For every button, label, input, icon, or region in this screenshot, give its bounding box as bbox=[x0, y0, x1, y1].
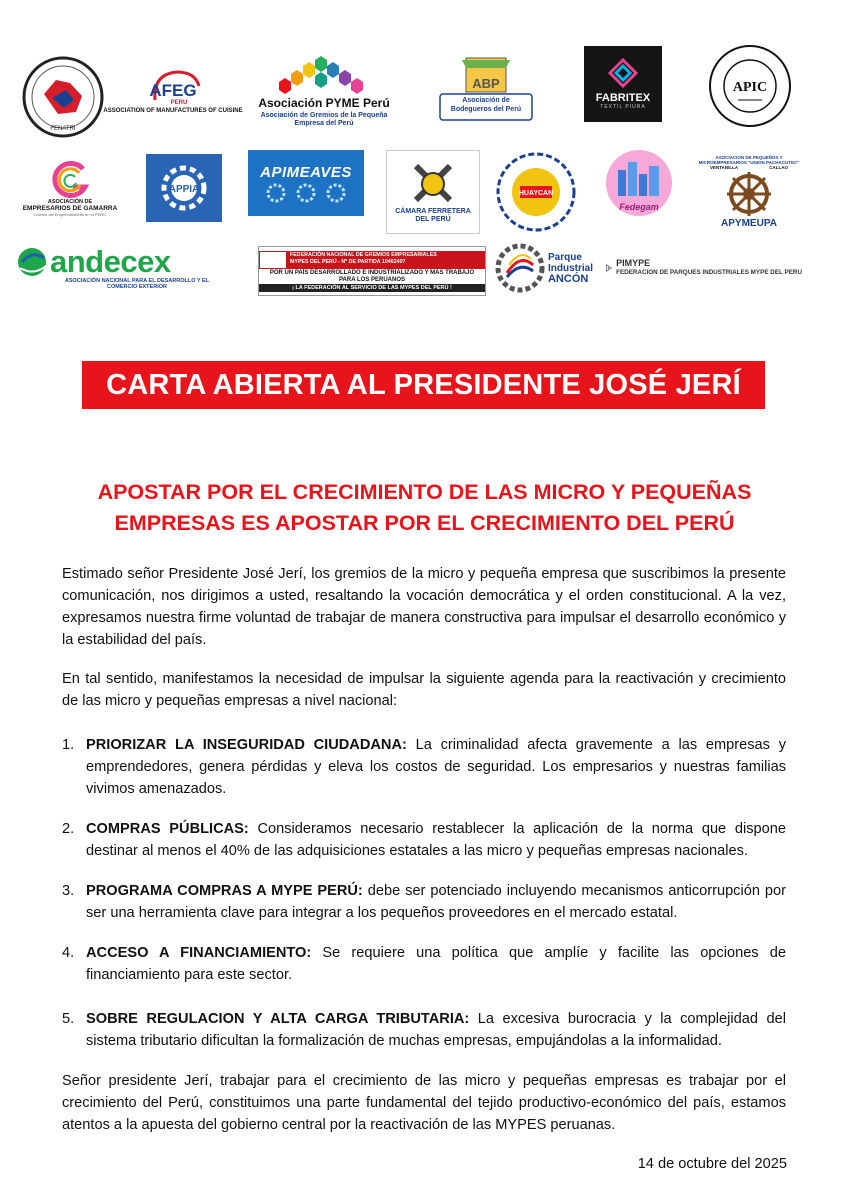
page-title: CARTA ABIERTA AL PRESIDENTE JOSÉ JERÍ bbox=[82, 361, 765, 409]
svg-text:APIC: APIC bbox=[732, 80, 768, 95]
logo-parque-ancon bbox=[488, 238, 600, 298]
fenagremype-line1: FEDERACIÓN NACIONAL DE GREMIOS EMPRESARIALES bbox=[290, 251, 437, 258]
fenagremype-line5: ¡ LA FEDERACIÓN AL SERVICIO DE LAS MYPES DEL PERÚ ! bbox=[259, 284, 485, 292]
ancon-line2: Industrial bbox=[547, 262, 593, 274]
apymeupa-header: ASOCIACION DE PEQUEÑOS Y MICROEMPRESARIOS "UNION PACHACUTEC" bbox=[698, 155, 800, 165]
fenagremype-line3: POR UN PAÍS DESARROLLADO E INDUSTRIALIZADO Y MÁS TRABAJO bbox=[269, 269, 475, 276]
ancon-line3: ANCÓN bbox=[547, 272, 589, 285]
closing-text: Señor presidente Jerí, trabajar para el crecimiento de las micro y pequeñas empresas es trabajar por el crecimiento del Perú, constituimos una parte fundamental del tejido productivo-económico del país, estamos atentos a la apuesta del gobierno central por la reactivación de las MYPES peruanas. bbox=[62, 1073, 786, 1133]
pimype-mark: PIMYPE bbox=[616, 258, 651, 268]
gamarra-tagline: Líderes del Emprendimiento en el PERÚ bbox=[33, 212, 107, 217]
agenda-intro-paragraph bbox=[62, 668, 786, 712]
ancon-line1: Parque bbox=[547, 251, 582, 263]
apymeupa-place2: CALLAO bbox=[769, 165, 788, 170]
svg-text:FENATRI: FENATRI bbox=[50, 126, 76, 132]
svg-text:HUAYCAN: HUAYCAN bbox=[518, 190, 554, 197]
list-item bbox=[62, 880, 786, 924]
list-item bbox=[62, 818, 786, 862]
item-number: 4. bbox=[62, 945, 75, 961]
ferretera-caption: CÁMARA FERRETERA DEL PERÚ bbox=[395, 208, 471, 223]
svg-text:AFEG: AFEG bbox=[149, 81, 197, 100]
fenagremype-line2: MYPES DEL PERÚ - Nº DE PARTIDA 10462407 bbox=[290, 258, 406, 265]
svg-text:ABP: ABP bbox=[472, 76, 500, 91]
subtitle bbox=[40, 477, 809, 539]
svg-text:Fedegam: Fedegam bbox=[619, 202, 659, 212]
logo-abp bbox=[436, 50, 536, 126]
gamarra-caption1: ASOCIACIÓN DE bbox=[47, 199, 93, 205]
agenda-intro-text: En tal sentido, manifestamos la necesidad de impulsar la siguiente agenda para la reactivación y crecimiento de las micro y pequeñas empresas a nivel nacional: bbox=[62, 671, 786, 709]
logo-appia bbox=[146, 154, 222, 222]
item-text: debe ser potenciado incluyendo mecanismos anticorrupción por ser una herramienta clave para integrar a los pequeños proveedores en el mercado estatal. bbox=[86, 883, 786, 921]
pimype-caption: FEDERACION DE PARQUES INDUSTRIALES MYPE DEL PERU bbox=[616, 269, 802, 276]
item-text: Consideramos necesario restablecer la aplicación de la norma que dispone destinar al menos el 40% de las adquisiciones estatales a las micro y pequeñas empresas nacionales. bbox=[86, 821, 786, 859]
logo-afeg bbox=[103, 60, 243, 120]
andecex-mark: andecex bbox=[50, 244, 171, 279]
logo-camara-ferretera bbox=[386, 150, 480, 234]
closing-paragraph bbox=[62, 1070, 786, 1136]
item-heading: PROGRAMA COMPRAS A MYPE PERÚ: bbox=[86, 883, 363, 899]
item-number: 5. bbox=[62, 1011, 75, 1027]
pyme-caption: Asociación de Gremios de la Pequeña Empresa del Perú bbox=[260, 112, 388, 127]
logo-gamarra bbox=[20, 156, 120, 222]
intro-paragraph bbox=[62, 563, 786, 651]
logo-apymeupa bbox=[694, 146, 804, 238]
fabritex-sub: TEXTIL PIURA bbox=[600, 104, 646, 110]
letter-date: 14 de octubre del 2025 bbox=[637, 1156, 787, 1172]
item-text: La excesiva burocracia y la complejidad del sistema tributario dificultan la formalización de muchas empresas, empujándolas a la informalidad. bbox=[86, 1011, 786, 1049]
subtitle-line1: APOSTAR POR EL CRECIMIENTO DE LAS MICRO Y PEQUEÑAS bbox=[97, 480, 752, 504]
logo-pyme-peru bbox=[246, 44, 402, 136]
logo-fenagremype bbox=[258, 246, 486, 296]
logo-apic bbox=[708, 44, 792, 128]
logo-fabritex bbox=[584, 46, 662, 122]
logo-fenatri bbox=[22, 56, 104, 138]
logo-andecex bbox=[16, 246, 220, 290]
subtitle-line2: EMPRESAS ES APOSTAR POR EL CRECIMIENTO DEL PERÚ bbox=[114, 511, 735, 535]
afeg-caption: ASSOCIATION OF MANUFACTURES OF CUISINE bbox=[103, 108, 243, 114]
gamarra-caption2: EMPRESARIOS DE GAMARRA bbox=[22, 205, 118, 212]
item-heading: ACCESO A FINANCIAMIENTO: bbox=[86, 945, 312, 961]
abp-caption: Asociación de Bodegueros del Perú bbox=[450, 97, 522, 113]
list-item bbox=[62, 734, 786, 800]
item-heading: COMPRAS PÚBLICAS: bbox=[86, 821, 249, 837]
logo-pimype bbox=[606, 248, 802, 288]
apimeaves-mark: APIMEAVES bbox=[260, 163, 352, 181]
intro-text: Estimado señor Presidente José Jerí, los gremios de la micro y pequeña empresa que suscribimos la presente comunicación, nos dirigimos a usted, resaltando la vocación democrática y el orden constitucional. A la vez, expresamos nuestra firme voluntad de trabajar de manera constructiva para impulsar el desarrollo económico y la estabilidad del país. bbox=[62, 566, 786, 648]
andecex-caption: ASOCIACIÓN NACIONAL PARA EL DESARROLLO Y EL COMERCIO EXTERIOR bbox=[64, 278, 210, 290]
fenagremype-line4: PARA LOS PERUANOS bbox=[338, 276, 405, 283]
pyme-title: Asociación PYME Perú bbox=[258, 96, 390, 110]
logo-huaycan bbox=[494, 150, 578, 234]
item-heading: SOBRE REGULACION Y ALTA CARGA TRIBUTARIA: bbox=[86, 1011, 470, 1027]
item-text: La criminalidad afecta gravemente a las empresas y emprendedores, genera pérdidas y eleva los costos de seguridad. Los empresarios y nuestras familias vivimos amenazados. bbox=[86, 737, 787, 797]
svg-text:PERU: PERU bbox=[170, 100, 188, 106]
item-number: 1. bbox=[62, 737, 75, 753]
apymeupa-place1: VENTANILLA bbox=[710, 165, 739, 170]
svg-text:APPIA: APPIA bbox=[168, 184, 200, 195]
logo-apimeaves bbox=[248, 150, 364, 216]
fabritex-title: FABRITEX bbox=[595, 92, 651, 104]
item-number: 2. bbox=[62, 821, 75, 837]
list-item bbox=[62, 1008, 786, 1052]
apymeupa-mark: APYMEUPA bbox=[721, 218, 777, 229]
item-number: 3. bbox=[62, 883, 75, 899]
logo-fedegam bbox=[604, 148, 674, 218]
item-heading: PRIORIZAR LA INSEGURIDAD CIUDADANA: bbox=[86, 737, 407, 753]
item-text: Se requiere una política que amplíe y facilite las opciones de financiamiento para este sector. bbox=[86, 945, 786, 983]
list-item bbox=[62, 942, 786, 986]
